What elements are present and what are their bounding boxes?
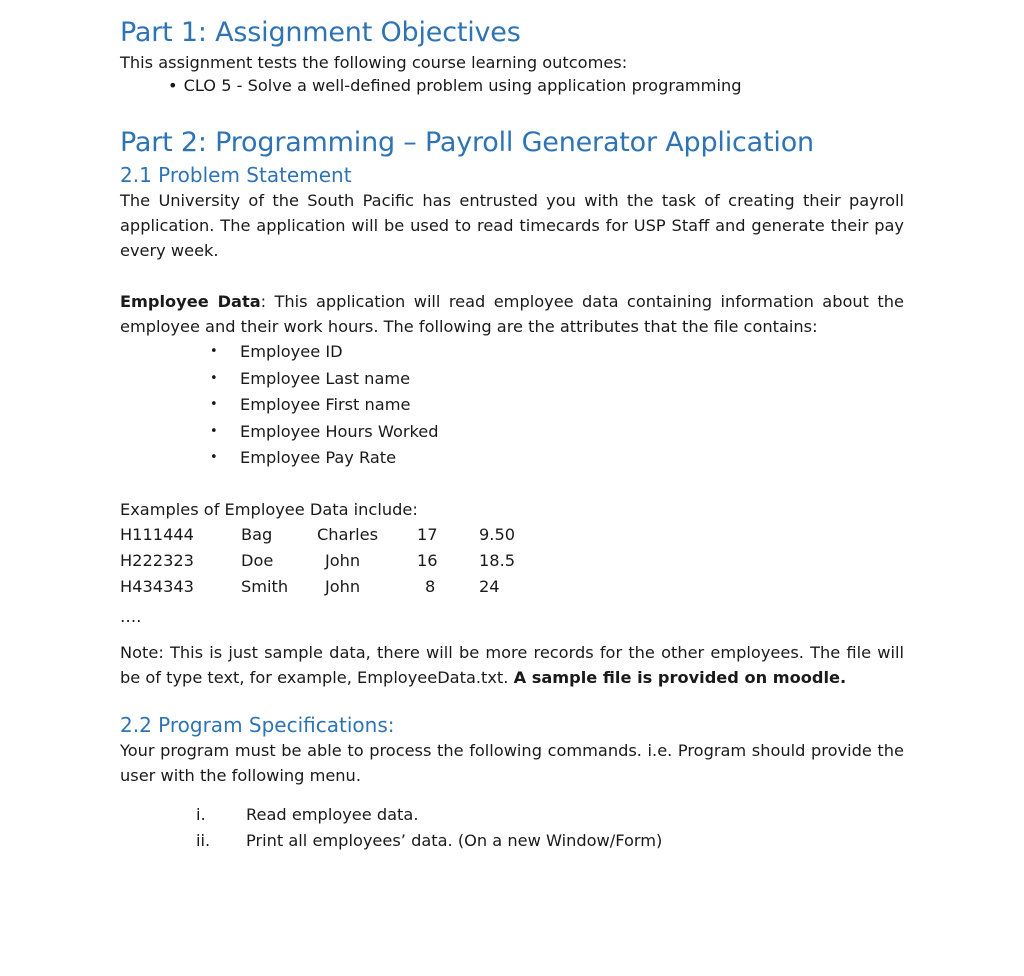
table-cell: 24	[479, 576, 500, 596]
list-item	[208, 445, 904, 472]
bullet-icon: •	[210, 450, 218, 465]
table-cell: Doe	[241, 550, 274, 570]
note-text: Note: This is just sample data, there will be more records for the other employees. The file will be of type text, for example, EmployeeData.txt.	[120, 642, 904, 687]
attribute-label: Employee Pay Rate	[240, 448, 397, 467]
menu-list	[120, 802, 904, 854]
table-row	[120, 548, 539, 574]
list-item	[208, 339, 904, 366]
part1-intro: This assignment tests the following course learning outcomes:	[120, 53, 628, 72]
problem-statement-text: The University of the South Pacific has entrusted you with the task of creating their payroll application. The application will be used to read timecards for USP Staff and generate their pay every week.	[120, 191, 904, 260]
program-specifications-text: Your program must be able to process the following commands. i.e. Program should provide the user with the following menu.	[120, 740, 904, 785]
table-cell: 16	[417, 550, 438, 570]
table-cell: 18.5	[479, 550, 516, 570]
bullet-icon: •	[210, 423, 218, 439]
table-cell: 8	[425, 576, 436, 596]
outcome-text: CLO 5 - Solve a well-defined problem using application programming	[183, 76, 742, 95]
list-item	[196, 828, 904, 854]
table-row	[120, 522, 539, 548]
problem-statement-heading: 2.1 Problem Statement	[120, 163, 352, 187]
bullet-icon: •	[210, 344, 218, 359]
attribute-label: Employee Last name	[240, 368, 411, 388]
document-page	[120, 14, 904, 854]
part1-heading: Part 1: Assignment Objectives	[120, 17, 521, 48]
ellipsis: ….	[120, 606, 142, 626]
list-item	[208, 366, 904, 393]
attribute-label: Employee Hours Worked	[240, 421, 439, 441]
table-cell: H434343	[120, 576, 194, 596]
table-cell: 9.50	[479, 524, 516, 544]
outcome-item	[120, 74, 904, 98]
table-cell: Charles	[317, 524, 379, 544]
table-cell: 17	[417, 524, 438, 544]
part2-heading: Part 2: Programming – Payroll Generator Application	[120, 127, 814, 158]
attribute-label: Employee First name	[240, 395, 411, 414]
table-cell: John	[325, 550, 361, 570]
bullet-icon: •	[168, 76, 178, 95]
table-row	[120, 574, 539, 600]
menu-text: Print all employees’ data. (On a new Window/Form)	[246, 830, 663, 850]
bullet-icon: •	[210, 397, 218, 412]
employee-data-label: Employee Data	[120, 292, 261, 311]
list-item	[208, 392, 904, 419]
table-cell: Smith	[241, 576, 289, 596]
bullet-icon: •	[210, 370, 218, 386]
table-cell: John	[325, 576, 361, 596]
table-cell: Bag	[241, 524, 273, 544]
employee-example-table	[120, 522, 539, 600]
table-cell: H111444	[120, 524, 194, 544]
menu-number: i.	[196, 804, 206, 824]
list-item	[208, 419, 904, 446]
employee-data-text: : This application will read employee data containing information about the employee and their work hours. The following are the attributes that the file contains:	[120, 292, 904, 336]
note-paragraph	[120, 640, 904, 690]
employee-data-paragraph	[120, 289, 904, 339]
attribute-label: Employee ID	[240, 342, 343, 361]
note-bold: A sample file is provided on moodle.	[513, 667, 847, 687]
list-item	[196, 802, 904, 828]
menu-text: Read employee data.	[246, 804, 419, 824]
program-specifications-heading: 2.2 Program Specifications:	[120, 712, 395, 737]
attribute-list	[120, 339, 904, 472]
examples-intro: Examples of Employee Data include:	[120, 499, 418, 519]
table-cell: H222323	[120, 550, 194, 570]
menu-number: ii.	[196, 830, 211, 850]
